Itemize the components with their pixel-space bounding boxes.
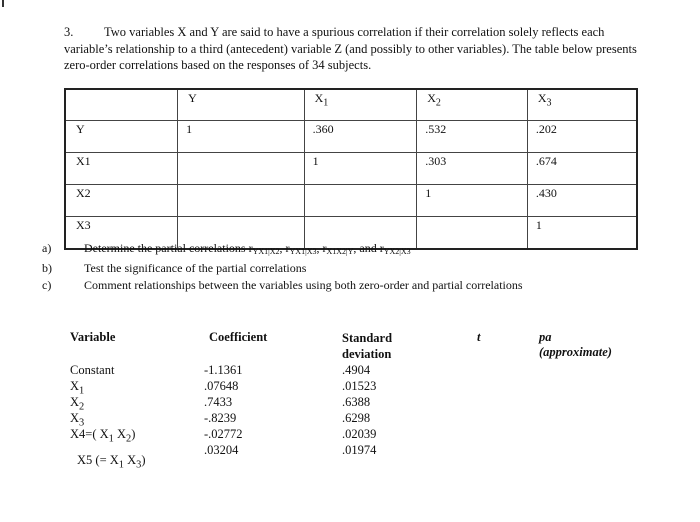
header-cell	[65, 89, 178, 121]
coefficient-cell: .07648	[204, 379, 239, 393]
correlation-table	[64, 88, 638, 250]
table-header-row	[65, 89, 637, 121]
pa-header: pa (approximate)	[539, 330, 612, 359]
task-item	[42, 240, 684, 260]
row-label: X1	[65, 153, 178, 185]
sd-cell: .6298	[342, 411, 371, 425]
coefficient-header: Coefficient	[209, 330, 268, 344]
header-cell: $X_3$	[527, 89, 637, 121]
sd-column	[342, 362, 376, 458]
header-cell: $X_2$	[417, 89, 528, 121]
page-edge-mark	[2, 0, 4, 7]
header-cell: Y	[178, 89, 305, 121]
task-letter: c)	[42, 278, 52, 292]
task-letter: a)	[42, 241, 52, 255]
variable-cell: Constant	[70, 363, 115, 377]
variable-column	[70, 362, 146, 471]
task-list	[42, 240, 684, 294]
question-number: 3.	[64, 25, 74, 39]
table-cell: 1	[527, 217, 637, 250]
t-header: t	[477, 330, 481, 344]
row-label: X3	[65, 217, 178, 250]
table-cell: .674	[527, 153, 637, 185]
table-cell: .202	[527, 121, 637, 153]
sd-cell: .01974	[342, 443, 377, 457]
table-cell: .532	[417, 121, 528, 153]
header-cell: $X_1$	[304, 89, 417, 121]
sd-header: Standard deviation	[342, 331, 393, 361]
table-row	[65, 185, 637, 217]
question-intro	[64, 24, 654, 74]
coefficient-cell: .7433	[204, 395, 233, 409]
coefficient-column	[204, 362, 243, 458]
table-cell: 1	[417, 185, 528, 217]
task-text: Comment relationships between the variables using both zero-order and partial correlations	[84, 278, 523, 292]
task-text: Test the significance of the partial correlations	[84, 261, 307, 275]
sd-cell: .02039	[342, 427, 377, 441]
row-label: Y	[65, 121, 178, 153]
table-cell: 1	[304, 153, 417, 185]
task-letter: b)	[42, 261, 52, 275]
table-cell: .303	[417, 153, 528, 185]
variable-cell: $X_1$	[70, 379, 85, 397]
coefficient-cell: -1.1361	[204, 363, 243, 377]
row-label: X2	[65, 185, 178, 217]
question-text: Two variables X and Y are said to have a spurious correlation if their correlation solely reflects each variable’s relationship to a third (antecedent) variable Z (and possibly to other variables). The table below presents zero-order correlations based on the responses of 34 subjects.	[64, 25, 637, 72]
variable-cell: X4=( $X_1$ $X_2$)	[70, 427, 136, 445]
table-cell	[304, 185, 417, 217]
task-text: Determine the partial correlations rYX1|X2, rYX1|X3, rX1X2|Y, and rYX2|X3	[84, 241, 411, 256]
coefficient-cell: -.02772	[204, 427, 243, 441]
table-row	[65, 153, 637, 185]
table-cell: .360	[304, 121, 417, 153]
variable-cell: $X_2$	[70, 395, 85, 413]
task-item	[42, 277, 684, 294]
coefficient-cell: .03204	[204, 443, 239, 457]
sd-cell: .01523	[342, 379, 377, 393]
table-row	[65, 121, 637, 153]
coefficient-cell: -.8239	[204, 411, 237, 425]
table-cell: 1	[178, 121, 305, 153]
variable-header: Variable	[70, 330, 116, 344]
variable-cell: X5 (= $X_1$ $X_3$)	[77, 453, 146, 471]
sd-cell: .6388	[342, 395, 371, 409]
table-cell: .430	[527, 185, 637, 217]
task-item	[42, 260, 684, 277]
table-cell	[178, 153, 305, 185]
table-cell	[178, 185, 305, 217]
variable-cell: $X_3$	[70, 411, 85, 429]
sd-cell: .4904	[342, 363, 371, 377]
